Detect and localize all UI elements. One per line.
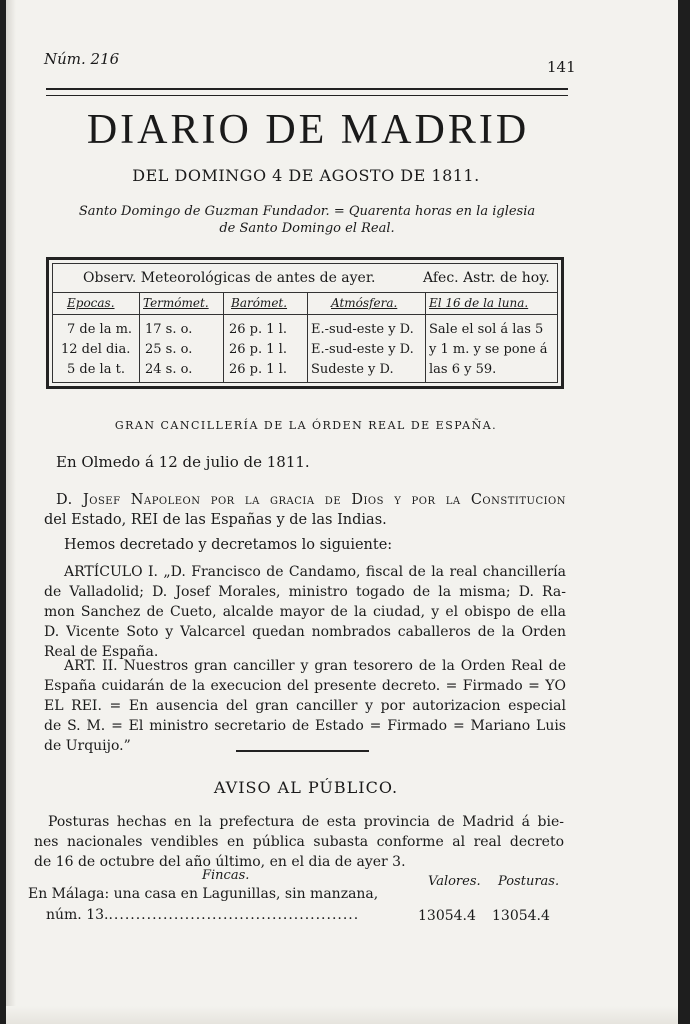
- aviso-title: AVISO AL PÚBLICO.: [213, 778, 399, 797]
- entry-line-2: [46, 905, 359, 925]
- saints-line-1: Santo Domingo de Guzman Fundador. = Quarenta horas en la iglesia: [78, 204, 536, 219]
- page-bottom-shade: [6, 1006, 678, 1024]
- masthead-title: DIARIO DE MADRID: [86, 107, 530, 153]
- cell-barometro: 26 p. 1 l.: [229, 362, 287, 377]
- place-date: En Olmedo á 12 de julio de 1811.: [56, 453, 310, 471]
- aviso-line: Posturas hechas en la prefectura de esta provincia de Madrid á bie-: [48, 814, 564, 830]
- article-2-line: de Urquijo.”: [44, 738, 131, 754]
- dateline: DEL DOMINGO 4 DE AGOSTO DE 1811.: [132, 166, 480, 185]
- col-head-atmosfera: Atmósfera.: [331, 296, 398, 310]
- section-divider: [236, 750, 369, 752]
- cell-epoca: 12 del dia.: [61, 342, 131, 357]
- fincas-label: Fincas.: [202, 868, 250, 883]
- col-head-termometro: Termómet.: [143, 296, 209, 310]
- weather-title-left: Observ. Meteorológicas de antes de ayer.: [83, 270, 376, 286]
- cell-epoca: 5 de la t.: [67, 362, 125, 377]
- table-rule: [53, 314, 557, 315]
- cell-termometro: 24 s. o.: [145, 362, 193, 377]
- weather-title-right: Afec. Astr. de hoy.: [423, 270, 550, 286]
- column-divider: [425, 292, 426, 382]
- cell-barometro: 26 p. 1 l.: [229, 322, 287, 337]
- column-divider: [139, 292, 140, 382]
- article-2-line: EL REI. = En ausencia del gran canciller y por autorizacion especial: [44, 698, 566, 714]
- cell-termometro: 25 s. o.: [145, 342, 193, 357]
- cell-barometro: 26 p. 1 l.: [229, 342, 287, 357]
- cell-atmosfera: Sudeste y D.: [311, 362, 394, 377]
- weather-table-inner: [52, 263, 558, 383]
- cell-termometro: 17 s. o.: [145, 322, 193, 337]
- entry-valor: 13054.4: [418, 908, 476, 924]
- cell-atmosfera: E.-sud-este y D.: [311, 322, 414, 337]
- column-divider: [307, 292, 308, 382]
- valores-label: Valores.: [428, 874, 481, 889]
- cell-atmosfera: E.-sud-este y D.: [311, 342, 414, 357]
- column-divider: [223, 292, 224, 382]
- cell-luna: Sale el sol á las 5: [429, 322, 544, 337]
- section-title: GRAN CANCILLERÍA DE LA ÓRDEN REAL DE ESPAÑA.: [114, 419, 498, 432]
- weather-table: [46, 257, 564, 389]
- page-number: 141: [547, 58, 576, 76]
- decree-line-2: del Estado, REI de las Españas y de las Indias.: [44, 512, 387, 528]
- col-head-barometro: Barómet.: [231, 296, 288, 310]
- cell-epoca: 7 de la m.: [67, 322, 133, 337]
- entry-number: núm. 13.: [46, 907, 109, 923]
- entry-postura: 13054.4: [492, 908, 550, 924]
- entry-line-1: En Málaga: una casa en Lagunillas, sin manzana,: [28, 886, 379, 902]
- article-1-line: mon Sanchez de Cueto, alcalde mayor de la ciudad, y el obispo de ella: [44, 604, 566, 620]
- dot-leader: ..............................................: [108, 907, 360, 923]
- article-2: [44, 656, 566, 756]
- article-2-line: de S. M. = El ministro secretario de Estado = Firmado = Mariano Luis: [44, 718, 566, 734]
- weather-table-title-row: [53, 268, 557, 290]
- decree-header: [44, 490, 566, 530]
- table-rule: [53, 292, 557, 293]
- article-1-line: ARTÍCULO I. „D. Francisco de Candamo, fiscal de la real chancillería: [64, 564, 566, 580]
- posturas-label: Posturas.: [498, 874, 560, 889]
- article-2-line: ART. II. Nuestros gran canciller y gran tesorero de la Orden Real de: [64, 658, 566, 674]
- header-rule: [46, 88, 568, 96]
- aviso-line: de 16 de octubre del año último, en el dia de ayer 3.: [34, 854, 406, 870]
- aviso-body: [34, 812, 564, 872]
- article-1-line: de Valladolid; D. Josef Morales, ministro togado de la misma; D. Ra-: [44, 584, 566, 600]
- newspaper-page: [6, 0, 678, 1024]
- cell-luna: y 1 m. y se pone á: [429, 342, 548, 357]
- col-head-luna: El 16 de la luna.: [429, 296, 529, 310]
- article-1-line: Real de España.: [44, 644, 159, 660]
- saints-line-2: de Santo Domingo el Real.: [219, 221, 395, 236]
- saints-of-day: [50, 203, 564, 237]
- article-1-line: D. Vicente Soto y Valcarcel quedan nombrados caballeros de la Orden: [44, 624, 566, 640]
- cell-luna: las 6 y 59.: [429, 362, 497, 377]
- issue-number: Núm. 216: [44, 50, 120, 68]
- page-edge-shadow: [6, 0, 16, 1024]
- article-1: [44, 562, 566, 662]
- hemos-decretado: Hemos decretado y decretamos lo siguiente:: [64, 537, 393, 553]
- col-head-epocas: Epocas.: [67, 296, 115, 310]
- aviso-line: nes nacionales vendibles en pública subasta conforme al real decreto: [34, 834, 564, 850]
- article-2-line: España cuidarán de la execucion del presente decreto. = Firmado = YO: [44, 678, 566, 694]
- decree-line-1: D. Josef Napoleon por la gracia de Dios y por la Constitucion: [56, 492, 566, 508]
